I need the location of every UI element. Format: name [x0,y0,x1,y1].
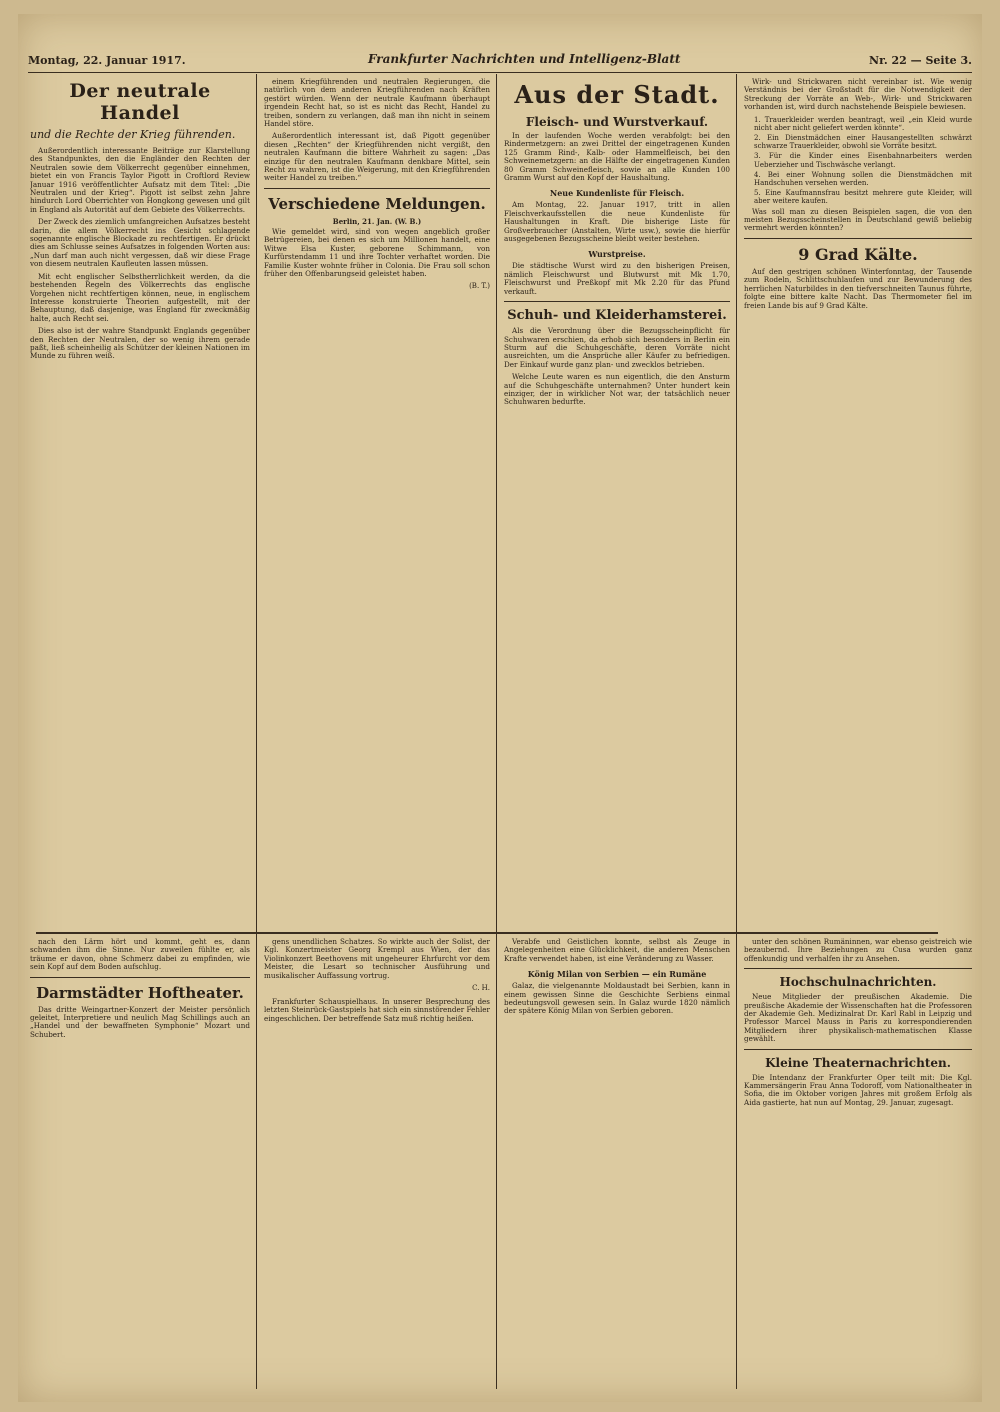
paragraph: Wie gemeldet wird, sind von wegen angeblich großer Betrügereien, bei denen es sich um Millionen handelt, eine Witwe Elsa Kuster, geborene Schimmann, von Kurfürstendamm 11 und ihre Tochter verhaftet worden. Die Familie Kuster wohnte früher in Colonia. Die Frau soll schon früher den Offenbarungseid geleistet haben. [264,226,490,278]
list-item: 2. Ein Dienstmädchen einer Hausangestellten schwärzt schwarze Trauerkleider, obwohl sie Vorräte besitzt. [754,134,972,151]
lower-column-2 [264,938,490,1390]
column-1 [30,78,250,928]
example-list [744,116,972,206]
paragraph: Am Montag, 22. Januar 1917, tritt in allen Fleischverkaufsstellen die neue Kundenliste für Haushaltungen in Kraft. Die bisherige Liste für Großverbraucher (Anstalten, Wirte usw.), sowie die hierfür ausgegebenen Bezugsscheine bleibt weiter bestehen. [504,200,730,244]
lower-column-1 [30,938,250,1390]
paragraph: Wirk- und Strickwaren nicht vereinbar ist. Wie wenig Verständnis bei der Großstadt für die Notwendigkeit der Streckung der Vorräte an Web-, Wirk- und Strickwaren vorhanden ist, wird durch nachstehende Beispiele bewiesen. [744,78,972,112]
paragraph: Mit echt englischer Selbstherrlichkeit werden, da die bestehenden Regeln des Völkerrechts das englische Vorgehen nicht rechtfertigen können, neue, in englischem Interesse konstruierte Theorien aufgestellt, mit der Behauptung, daß dasjenige, was England für zweckmäßig halte, auch Recht sei. [30,271,250,323]
newspaper-name: Frankfurter Nachrichten und Intelligenz-Blatt [368,52,681,66]
list-item: 5. Eine Kaufmannsfrau besitzt mehrere gute Kleider, will aber weitere kaufen. [754,189,972,206]
column-3 [504,74,730,928]
paragraph: einem Kriegführenden und neutralen Regierungen, die natürlich von dem anderen Kriegführenden nach Kräften gestört würden. Wenn der neutrale Kaufmann überhaupt irgendein Recht hat, so ist es nicht das Recht, Handel zu treiben, sondern zu verlangen, daß man ihn nicht in seinem Handel störe. [264,78,490,129]
paragraph: Galaz, die vielgenannte Moldaustadt bei Serbien, kann in einem gewissen Sinne die Geschichte Serbiens einmal bedeutungsvoll gewesen sein. In Galaz wurde 1820 nämlich der spätere König Milan von Serbien geboren. [504,981,730,1016]
article-subtitle: und die Rechte der Krieg führenden. [30,128,236,141]
paragraph: Die Intendanz der Frankfurter Oper teilt mit: Die Kgl. Kammersängerin Frau Anna Todoroff, vom Nationaltheater in Sofia, die im Oktober vorigen Jahres mit großem Erfolg als Aida gastierte, hat nun auf Montag, 29. Januar, zugesagt. [744,1072,972,1107]
list-item: 3. Für die Kinder eines Eisenbahnarbeiters werden Ueberzieher und Tischwäsche verlangt. [754,152,972,169]
section-title-misc-news: Verschiedene Meldungen. [268,194,486,213]
paragraph: Der Zweck des ziemlich umfangreichen Aufsatzes besteht darin, die allem Völkerrecht ins Gesicht schlagende sogenannte englische Blockade zu rechtfertigen. Er drückt dies am Schlusse seines Aufsatzes in folgenden Worten aus: „Nun darf man auch nicht vergessen, daß wir diese Frage von diesem neutralen Kaufleuten lassen müssen. [30,217,250,269]
paragraph: Die städtische Wurst wird zu den bisherigen Preisen, nämlich Fleischwurst und Blutwurst mit Mk 1.70, Fleischwurst und Preßkopf mit Mk 2.20 für das Pfund verkauft. [504,261,730,296]
lower-column-4 [744,938,972,1390]
paragraph: Außerordentlich interessant ist, daß Pigott gegenüber diesen „Rechten“ der Kriegführenden nicht vergißt, den neutralen Kaufmann die bittere Wahrheit zu sagen: „Das einzige für den neutralen Kaufmann denkbare Mittel, sein Recht zu wahren, ist die Weigerung, mit den Kriegführenden weiter Handel zu treiben.“ [264,131,490,183]
section-title-city: Aus der Stadt. [514,80,720,109]
newspaper-page [18,14,982,1402]
author-signature: C. H. [472,984,490,993]
paragraph: unter den schönen Rumäninnen, war ebenso geistreich wie bezaubernd. Ihre Beziehungen zu Cusa wurden ganz offenkundig und verhalfen ihr zu Ansehen. [744,938,972,963]
source-signature: (B. T.) [469,282,490,291]
masthead [28,50,972,73]
paragraph: Was soll man zu diesen Beispielen sagen, die von den meisten Bezugsscheinstellen in Deutschland gewiß beliebig vermehrt werden könnten? [744,206,972,233]
paragraph: Das dritte Weingartner-Konzert der Meister persönlich geleitet, Interpretiere und neulich Mag Schillings auch an „Handel und der bewaffneten Symphonie“ Mozart und Schubert. [30,1004,250,1039]
subheading: Neue Kundenliste für Fleisch. [549,188,685,199]
page-number: Nr. 22 — Seite 3. [869,54,972,67]
paragraph: Neue Mitglieder der preußischen Akademie. Die preußische Akademie der Wissenschaften hat die Professoren der Akademie Geh. Medizinalrat Dr. Karl Rabl in Leipzig und Professor Marcel Mauss in Paris zu korrespondierenden Mitgliedern ihrer physikalisch-mathematischen Klasse gewählt. [744,992,972,1044]
subheading: Wurstpreise. [588,249,646,260]
list-item: 4. Bei einer Wohnung sollen die Dienstmädchen mit Handschuhen versehen werden. [754,170,972,188]
paragraph: Außerordentlich interessante Beiträge zur Klarstellung des Standpunktes, den die Engländer den Rechten der Neutralen sowie dem Völkerrecht gegenüber einnehmen, bietet ein von Francis Taylor Pigott in Croftlord Review Januar 1916 veröffentlichter Aufsatz mit dem Titel: „Die Neutralen und der Krieg“. Pigott ist selbst zehn Jahre hindurch Lord Oberrichter von Hongkong gewesen und gilt in England als Autorität auf dem Gebiete des Völkerrechts. [30,146,250,214]
paragraph: Auf den gestrigen schönen Winterfonntag, der Tausende zum Rodeln, Schlittschuhlaufen und zur Bewunderung des herrlichen Naturbildes in den tiefverschneiten Taunus führte, folgte eine bittere kalte Nacht. Das Thermometer fiel im freien Lande bis auf 9 Grad Kälte. [744,266,972,310]
article-title-theater-news: Kleine Theaternachrichten. [765,1055,951,1070]
article-title-neutral-trade: Der neutrale Handel [69,80,211,124]
paragraph: Verabfe und Geistlichen konnte, selbst als Zeuge in Angelegenheiten eine Glücklichkeit, die anderen Menschen Krafte verwendet haben, ist eine Veränderung zu Wasser. [504,938,730,963]
issue-date: Montag, 22. Januar 1917. [28,54,186,67]
column-2 [264,78,490,928]
paragraph: Dies also ist der wahre Standpunkt Englands gegenüber den Rechten der Neutralen, der so wenig ihrem gerade paßt, ließ scheinheilig als Schützer der kleinen Nationen im Munde zu führen weiß. [30,326,250,361]
article-title-cold: 9 Grad Kälte. [798,244,918,264]
list-item: 1. Trauerkleider werden beantragt, weil „ein Kleid wurde nicht aber nicht geliefert werden könnte“. [754,115,972,132]
paragraph: Welche Leute waren es nun eigentlich, die den Ansturm auf die Schuhgeschäfte unternahmen? Unter hundert kein einziger, der in wirklicher Not war, der tatsächlich neuer Schuhwaren bedurfte. [504,372,730,407]
article-title-university: Hochschulnachrichten. [779,975,937,990]
article-title-theater: Darmstädter Hoftheater. [36,983,244,1002]
paragraph: Als die Verordnung über die Bezugsscheinpflicht für Schuhwaren erschien, da erhob sich besonders in Berlin ein Sturm auf die Schuhgeschäfte, deren Vorräte nicht ausreichten, um die Ansprüche aller Käufer zu befriedigen. Der Einkauf wurde ganz plan- und zwecklos betrieben. [504,326,730,369]
article-title-meat: Fleisch- und Wurstverkauf. [525,115,709,129]
lower-column-3 [504,938,730,1390]
paragraph: nach den Lärm hört und kommt, geht es, dann schwanden ihm die Sinne. Nur zuweilen fühlte er, als träume er davon, ohne Schmerz dabei zu empfinden, wie sein Kopf auf dem Boden aufschlug. [30,938,250,972]
column-4 [744,78,972,928]
article-title-shoes: Schuh- und Kleiderhamsterei. [507,308,727,324]
paragraph: gens unendlichen Schatzes. So wirkte auch der Solist, der Kgl. Konzertmeister Georg Krempl aus Wien, der das Violinkonzert Beethovens mit ungeheurer Ehrfurcht vor dem Meister, die Lesart so technischer Ausführung und musikalischer Auffassung vortrug. [264,938,490,980]
dateline: Berlin, 21. Jan. (W. B.) [332,216,422,226]
subheading: König Milan von Serbien — ein Rumäne [527,969,707,980]
paragraph: In der laufenden Woche werden verabfolgt: bei den Rindermetzgern: an zwei Drittel der eingetragenen Kunden 125 Gramm Rind-, Kalb- oder Hammelfleisch, bei den Schweinemetzgern: an die Hälfte der eingetragenen Kunden 80 Gramm Schweinefleisch, sowie an alle Kunden 100 Gramm Wurst auf den Kopf der Haushaltung. [504,131,730,183]
paragraph: Frankfurter Schauspielhaus. In unserer Besprechung des letzten Steinrück-Gastspiels hat sich ein sinnstörender Fehler eingeschlichen. Der betreffende Satz muß richtig heißen. [264,997,490,1023]
